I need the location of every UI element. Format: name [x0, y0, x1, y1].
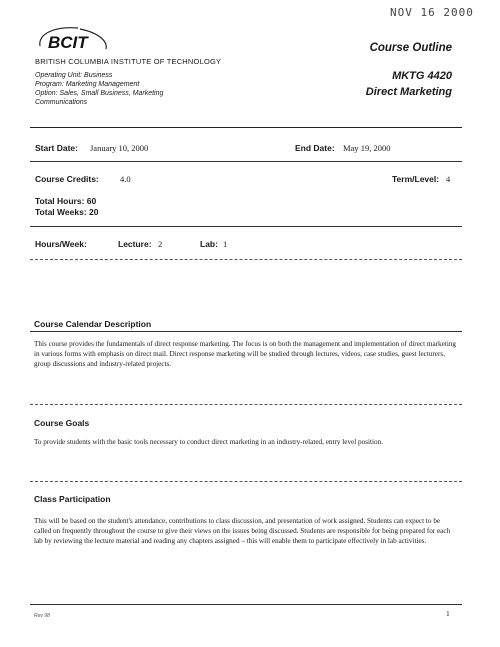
- lecture-value: 2: [158, 239, 163, 249]
- lab-label: Lab:: [200, 239, 218, 249]
- class-participation-text: This will be based on the student's attendance, contributions to class discussion, and presentation of work assigned. Students can expect to be called on frequently throughout the course to give their views on the issues being discussed. Students are responsible for being prepared for each lab by reviewing the lecture material and reading any chapters assigned – this will enable them to participate effectively in lab activities.: [34, 517, 451, 545]
- start-date-value: January 10, 2000: [90, 143, 149, 153]
- totals-divider: [30, 226, 462, 227]
- end-date-label: End Date:: [295, 143, 335, 153]
- credits-value: 4.0: [120, 174, 131, 184]
- option-continued: Communications: [35, 99, 88, 106]
- operating-unit: Operating Unit: Business: [35, 72, 113, 79]
- page-number: 1: [446, 609, 450, 618]
- hours-divider: [30, 259, 462, 260]
- footer-rule: [30, 604, 462, 605]
- course-name: Direct Marketing: [365, 86, 452, 98]
- option: Option: Sales, Small Business, Marketing: [35, 90, 164, 97]
- course-goals-heading: Course Goals: [34, 418, 90, 428]
- bcit-logo: [34, 22, 114, 56]
- logo-text: BCIT: [48, 33, 88, 52]
- hours-week-label: Hours/Week:: [35, 239, 87, 249]
- course-goals-text: To provide students with the basic tools necessary to conduct direct marketing in an industry-related, entry level position.: [34, 438, 383, 446]
- total-weeks: Total Weeks: 20: [35, 207, 99, 217]
- course-code: MKTG 4420: [392, 70, 452, 82]
- section-divider-1: [30, 404, 462, 405]
- lab-value: 1: [223, 239, 228, 249]
- term-level-value: 4: [446, 174, 451, 184]
- calendar-description-heading: Course Calendar Description: [34, 319, 152, 329]
- document-title: Course Outline: [369, 42, 452, 54]
- credits-label: Course Credits:: [35, 174, 99, 184]
- class-participation-heading: Class Participation: [34, 494, 111, 504]
- start-date-label: Start Date:: [35, 143, 78, 153]
- revision-label: Rev 98: [34, 613, 50, 619]
- section-divider-2: [30, 481, 462, 482]
- calendar-heading-rule: [30, 331, 462, 332]
- end-date-value: May 19, 2000: [343, 143, 391, 153]
- calendar-description-text: This course provides the fundamentals of direct response marketing. The focus is on both the management and implementation of direct marketing in various forms with emphasis on direct mail. Direct response marketing will be studied through lectures, videos, case studies, guest lecturers, group discussions and industry-related projects.: [34, 340, 457, 368]
- institution-name: BRITISH COLUMBIA INSTITUTE OF TECHNOLOGY: [35, 57, 222, 66]
- dates-divider: [30, 161, 462, 162]
- program: Program: Marketing Management: [35, 81, 140, 88]
- total-hours: Total Hours: 60: [35, 196, 97, 206]
- received-date-stamp: NOV 16 2000: [390, 6, 474, 19]
- term-level-label: Term/Level:: [392, 174, 440, 184]
- header-divider: [30, 127, 462, 128]
- lecture-label: Lecture:: [118, 239, 152, 249]
